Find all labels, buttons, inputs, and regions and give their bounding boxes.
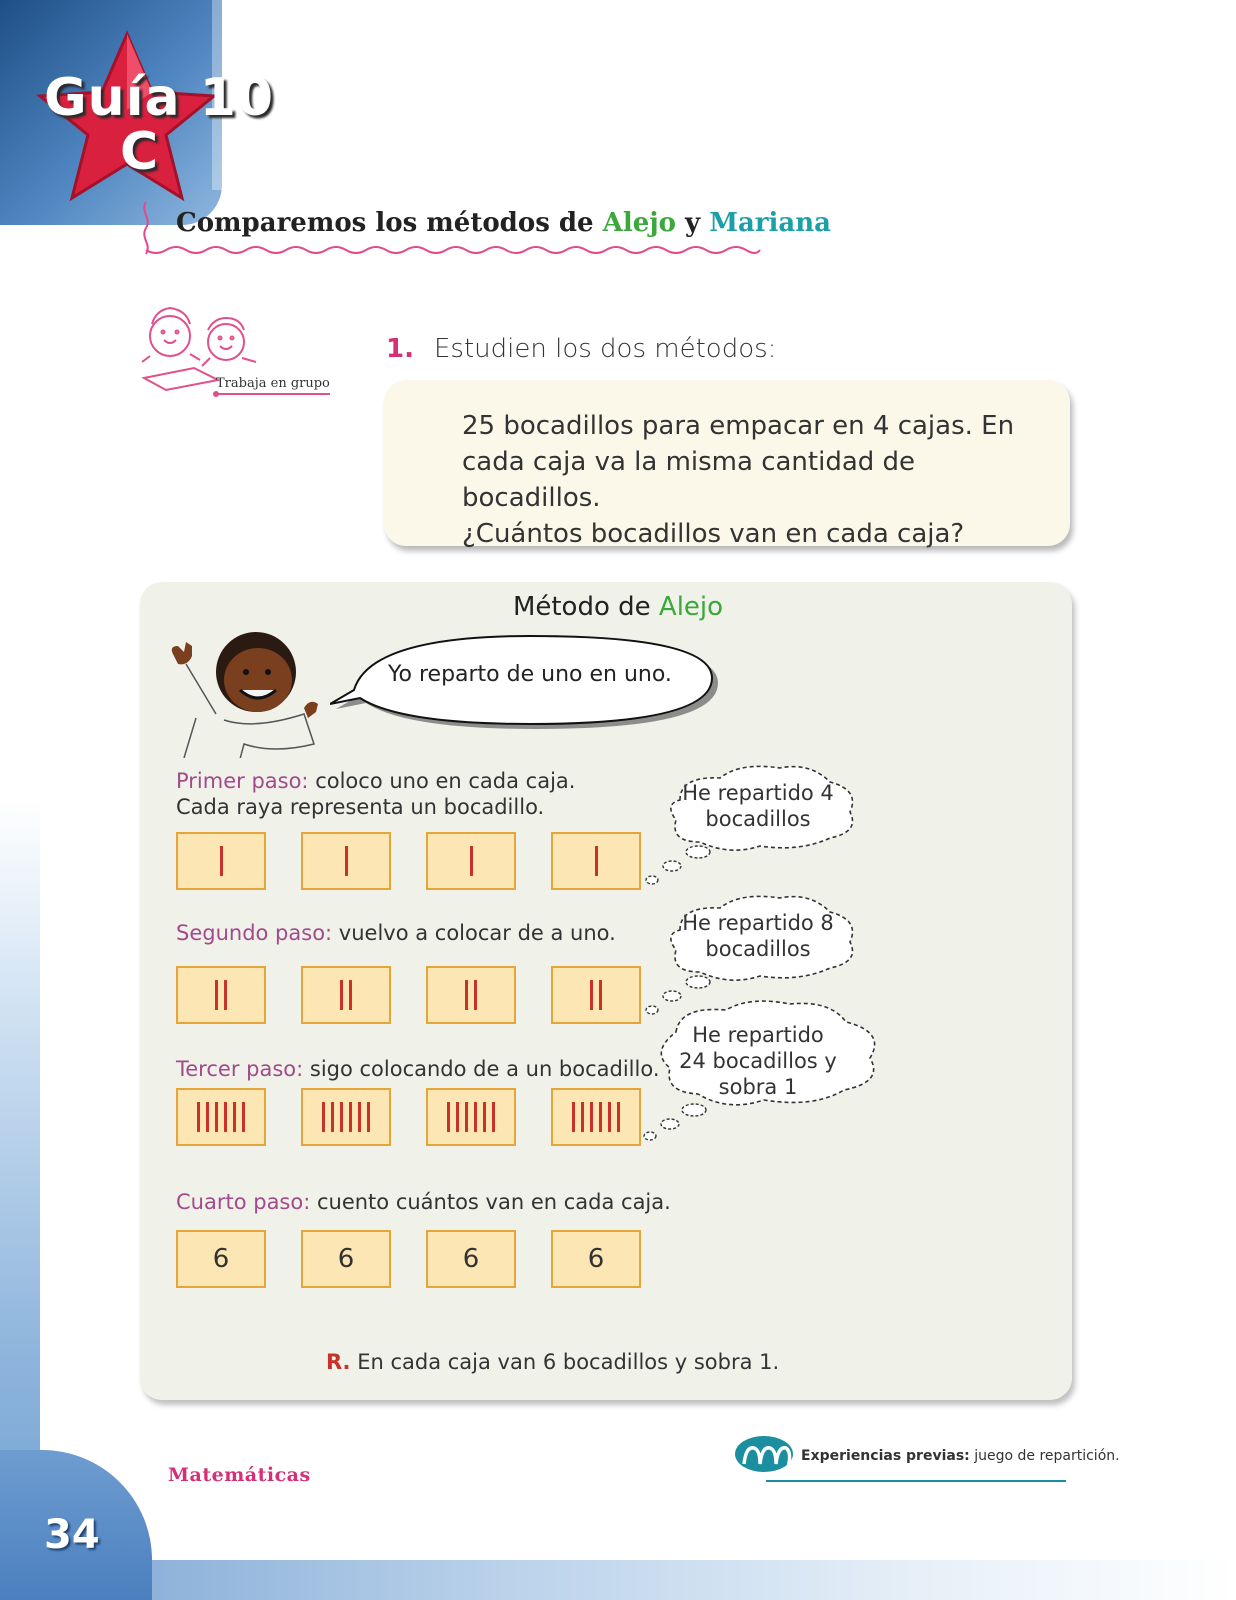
tally-marks [322, 1102, 370, 1132]
page-number: 34 [44, 1512, 100, 1558]
tally-mark [590, 980, 593, 1010]
tally-mark [572, 1102, 575, 1132]
tally-mark [590, 1102, 593, 1132]
boy-character-illustration [164, 628, 334, 758]
title-mid: y [676, 208, 710, 238]
box [301, 832, 391, 890]
tally-mark [492, 1102, 495, 1132]
tally-marks [340, 980, 352, 1010]
problem-text [462, 408, 1042, 552]
tally-mark [447, 1102, 450, 1132]
thought-line: bocadillos [705, 937, 811, 961]
method-title-prefix: Método de [512, 592, 659, 622]
thought-text [672, 780, 844, 832]
box [426, 1088, 516, 1146]
answer-label: R. [326, 1350, 351, 1374]
box [426, 966, 516, 1024]
tally-mark [465, 980, 468, 1010]
step-description: sigo colocando de a un bocadillo. [303, 1057, 660, 1081]
m-logo-icon [734, 1434, 796, 1474]
tally-mark [465, 1102, 468, 1132]
box [551, 832, 641, 890]
step-3-text [176, 1056, 660, 1082]
step-4-text [176, 1189, 671, 1215]
tally-mark [215, 1102, 218, 1132]
box [301, 1088, 391, 1146]
tally-mark [595, 846, 598, 876]
tally-mark [608, 1102, 611, 1132]
tally-marks [595, 846, 598, 876]
tally-mark [215, 980, 218, 1010]
subject-label: Matemáticas [168, 1464, 311, 1486]
box-count: 6 [587, 1244, 605, 1274]
step-description: vuelvo a colocar de a uno. [332, 921, 616, 945]
tally-marks [345, 846, 348, 876]
tally-mark [233, 1102, 236, 1132]
box [176, 1230, 266, 1288]
step-2-text [176, 920, 616, 946]
method-title-name: Alejo [658, 592, 724, 622]
tally-marks [470, 846, 473, 876]
problem-line: 25 bocadillos para empacar en 4 cajas. En [462, 411, 1015, 441]
tally-mark [474, 980, 477, 1010]
thought-line: bocadillos [705, 807, 811, 831]
step-description-line2: Cada raya representa un bocadillo. [176, 795, 545, 819]
guide-label: Guía 10 [44, 68, 275, 128]
title-prefix: Comparemos los métodos de [176, 208, 603, 238]
step-label: Segundo paso: [176, 921, 333, 945]
tally-marks [465, 980, 477, 1010]
box [176, 832, 266, 890]
answer-text: En cada caja van 6 bocadillos y sobra 1. [350, 1350, 780, 1374]
tally-mark [206, 1102, 209, 1132]
step-1-text [176, 768, 575, 820]
box [426, 1230, 516, 1288]
box [551, 1088, 641, 1146]
tally-marks [590, 980, 602, 1010]
method-title [0, 592, 1236, 622]
tally-mark [340, 1102, 343, 1132]
thought-line: He repartido [692, 1023, 824, 1047]
tally-mark [617, 1102, 620, 1132]
tally-mark [599, 980, 602, 1010]
tally-marks [447, 1102, 495, 1132]
group-work-label: Trabaja en grupo [216, 376, 330, 391]
tally-marks [215, 980, 227, 1010]
tally-mark [340, 980, 343, 1010]
box [176, 966, 266, 1024]
bottom-band-decoration [0, 1560, 1236, 1600]
box-count: 6 [337, 1244, 355, 1274]
tally-mark [349, 980, 352, 1010]
box-count: 6 [462, 1244, 480, 1274]
step-description: cuento cuántos van en cada caja. [310, 1190, 671, 1214]
tally-marks [572, 1102, 620, 1132]
problem-line: cada caja va la misma cantidad de bocadillos. [462, 447, 916, 513]
tally-mark [367, 1102, 370, 1132]
tally-mark [456, 1102, 459, 1132]
tally-mark [331, 1102, 334, 1132]
tally-marks [220, 846, 223, 876]
box [426, 832, 516, 890]
question-number: 1. [386, 334, 414, 364]
thought-text [672, 910, 844, 962]
title-name-alejo: Alejo [602, 208, 676, 238]
tally-mark [470, 846, 473, 876]
thought-line: 24 bocadillos y [679, 1049, 837, 1073]
thought-line: He repartido 8 [682, 911, 834, 935]
box [301, 966, 391, 1024]
tally-mark [242, 1102, 245, 1132]
footer-note [801, 1448, 1120, 1464]
tally-mark [322, 1102, 325, 1132]
tally-marks [197, 1102, 245, 1132]
tally-mark [358, 1102, 361, 1132]
box-count: 6 [212, 1244, 230, 1274]
tally-mark [345, 846, 348, 876]
step-label: Cuarto paso: [176, 1190, 311, 1214]
problem-card [384, 380, 1070, 549]
title-name-mariana: Mariana [709, 208, 832, 238]
box [301, 1230, 391, 1288]
box [176, 1088, 266, 1146]
footer-rule [766, 1480, 1066, 1482]
tally-mark [224, 1102, 227, 1132]
thought-line: sobra 1 [718, 1075, 798, 1099]
footer-note-text: juego de repartición. [969, 1448, 1120, 1464]
page-title [176, 208, 831, 238]
question-text: Estudien los dos métodos: [434, 334, 777, 364]
speech-text: Yo reparto de uno en uno. [388, 662, 672, 687]
box [551, 966, 641, 1024]
answer [326, 1350, 779, 1374]
box [551, 1230, 641, 1288]
thought-line: He repartido 4 [682, 781, 834, 805]
step-label: Primer paso: [176, 769, 309, 793]
footer-note-label: Experiencias previas: [801, 1448, 970, 1464]
tally-mark [224, 980, 227, 1010]
tally-mark [349, 1102, 352, 1132]
guide-letter: C [120, 122, 159, 182]
problem-line: ¿Cuántos bocadillos van en cada caja? [462, 519, 965, 549]
tally-mark [581, 1102, 584, 1132]
tally-mark [599, 1102, 602, 1132]
tally-mark [197, 1102, 200, 1132]
tally-mark [220, 846, 223, 876]
step-label: Tercer paso: [176, 1057, 304, 1081]
step-description: coloco uno en cada caja. [308, 769, 576, 793]
tally-mark [474, 1102, 477, 1132]
thought-text [672, 1022, 844, 1100]
tally-mark [483, 1102, 486, 1132]
